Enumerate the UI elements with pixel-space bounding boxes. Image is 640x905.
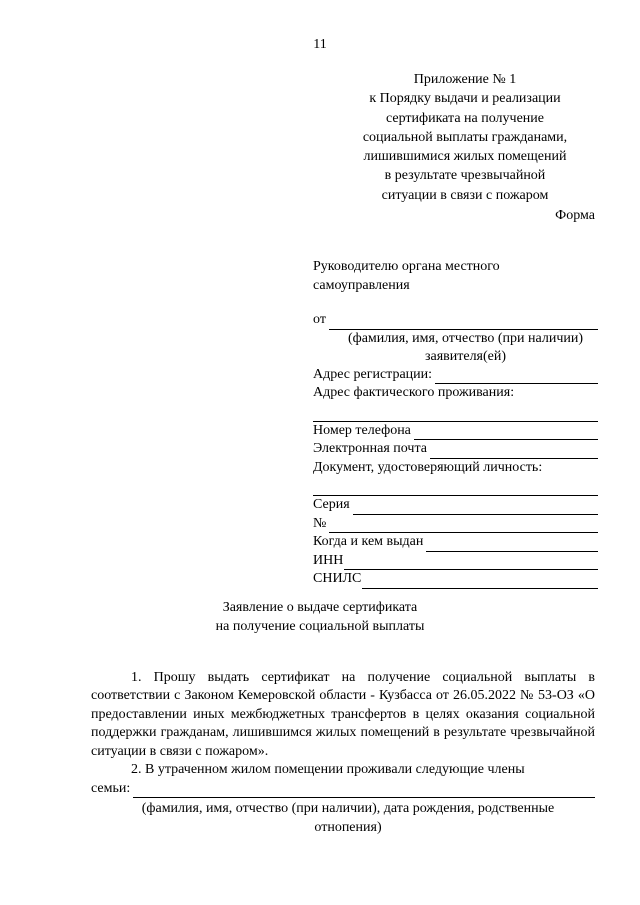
registration-field[interactable] (435, 369, 598, 384)
phone-field[interactable] (414, 425, 598, 440)
issued-label: Когда и кем выдан (313, 534, 424, 549)
page-number: 11 (313, 37, 327, 52)
addressee-title-line1: Руководителю органа местного (313, 259, 500, 274)
snils-row (313, 570, 598, 589)
issued-field[interactable] (426, 537, 598, 552)
number-row (313, 515, 598, 534)
appendix-header (335, 70, 595, 205)
email-row (313, 440, 598, 459)
from-caption-line1: (фамилия, имя, отчество (при наличии) (347, 330, 584, 346)
actual-address-label: Адрес фактического проживания: (313, 385, 515, 400)
number-label: № (313, 515, 327, 531)
family-field[interactable] (133, 783, 595, 798)
number-field[interactable] (329, 518, 598, 533)
from-label: от (313, 312, 326, 327)
statement-title-line2: на получение социальной выплаты (215, 618, 425, 634)
appendix-line: социальной выплаты гражданами, (362, 129, 568, 145)
from-row (313, 311, 598, 330)
form-label: Форма (555, 208, 595, 223)
registration-label: Адрес регистрации: (313, 366, 433, 382)
issued-row (313, 533, 598, 552)
snils-label: СНИЛС (313, 571, 362, 586)
phone-label: Номер телефона (313, 422, 411, 438)
addressee-title-line2: самоуправления (313, 277, 410, 293)
from-field[interactable] (329, 315, 598, 330)
inn-label: ИНН (313, 552, 344, 568)
appendix-line: Приложение № 1 (413, 72, 517, 87)
series-row (313, 496, 598, 515)
paragraph-2: 2. В утраченном жилом помещении проживали следующие члены (131, 762, 525, 778)
registration-row (313, 366, 598, 385)
addressee-block (313, 258, 598, 589)
series-field[interactable] (353, 500, 598, 515)
appendix-line: сертификата на получение (386, 110, 544, 126)
family-caption-line1: (фамилия, имя, отчество (при наличии), дата рождения, родственные (141, 801, 555, 817)
phone-row (313, 422, 598, 441)
email-label: Электронная почта (313, 441, 427, 456)
email-field[interactable] (430, 444, 598, 459)
inn-field[interactable] (344, 555, 598, 570)
family-label: семьи: (91, 781, 131, 797)
statement-body (91, 669, 595, 837)
appendix-line: в результате чрезвычайной (384, 168, 546, 184)
appendix-line: лишившимися жилых помещений (363, 149, 567, 165)
family-row (91, 779, 595, 798)
statement-title (0, 599, 640, 636)
from-caption-line2: заявителя(ей) (424, 348, 507, 364)
id-document-label: Документ, удостоверяющий личность: (313, 459, 543, 475)
inn-row (313, 552, 598, 571)
appendix-line: к Порядку выдачи и реализации (369, 91, 561, 107)
appendix-line: ситуации в связи с пожаром (381, 187, 549, 203)
series-label: Серия (313, 497, 350, 512)
snils-field[interactable] (362, 574, 598, 589)
family-caption-line2: отнопения) (314, 819, 382, 835)
paragraph-1: 1. Прошу выдать сертификат на получение социальной выплаты в соответствии с Законом Кемеровской области - Кузбасса от 26.05.2022 № 53-ОЗ «О предоставлении иных межбюджетных трансфертов в целях оказания социальной поддержки гражданам, лишившимся жилых помещений в результате чрезвычайной ситуации в связи с пожаром». (91, 670, 595, 759)
actual-address-field[interactable] (313, 403, 598, 422)
statement-title-line1: Заявление о выдаче сертификата (222, 600, 418, 615)
id-document-field[interactable] (313, 477, 598, 496)
